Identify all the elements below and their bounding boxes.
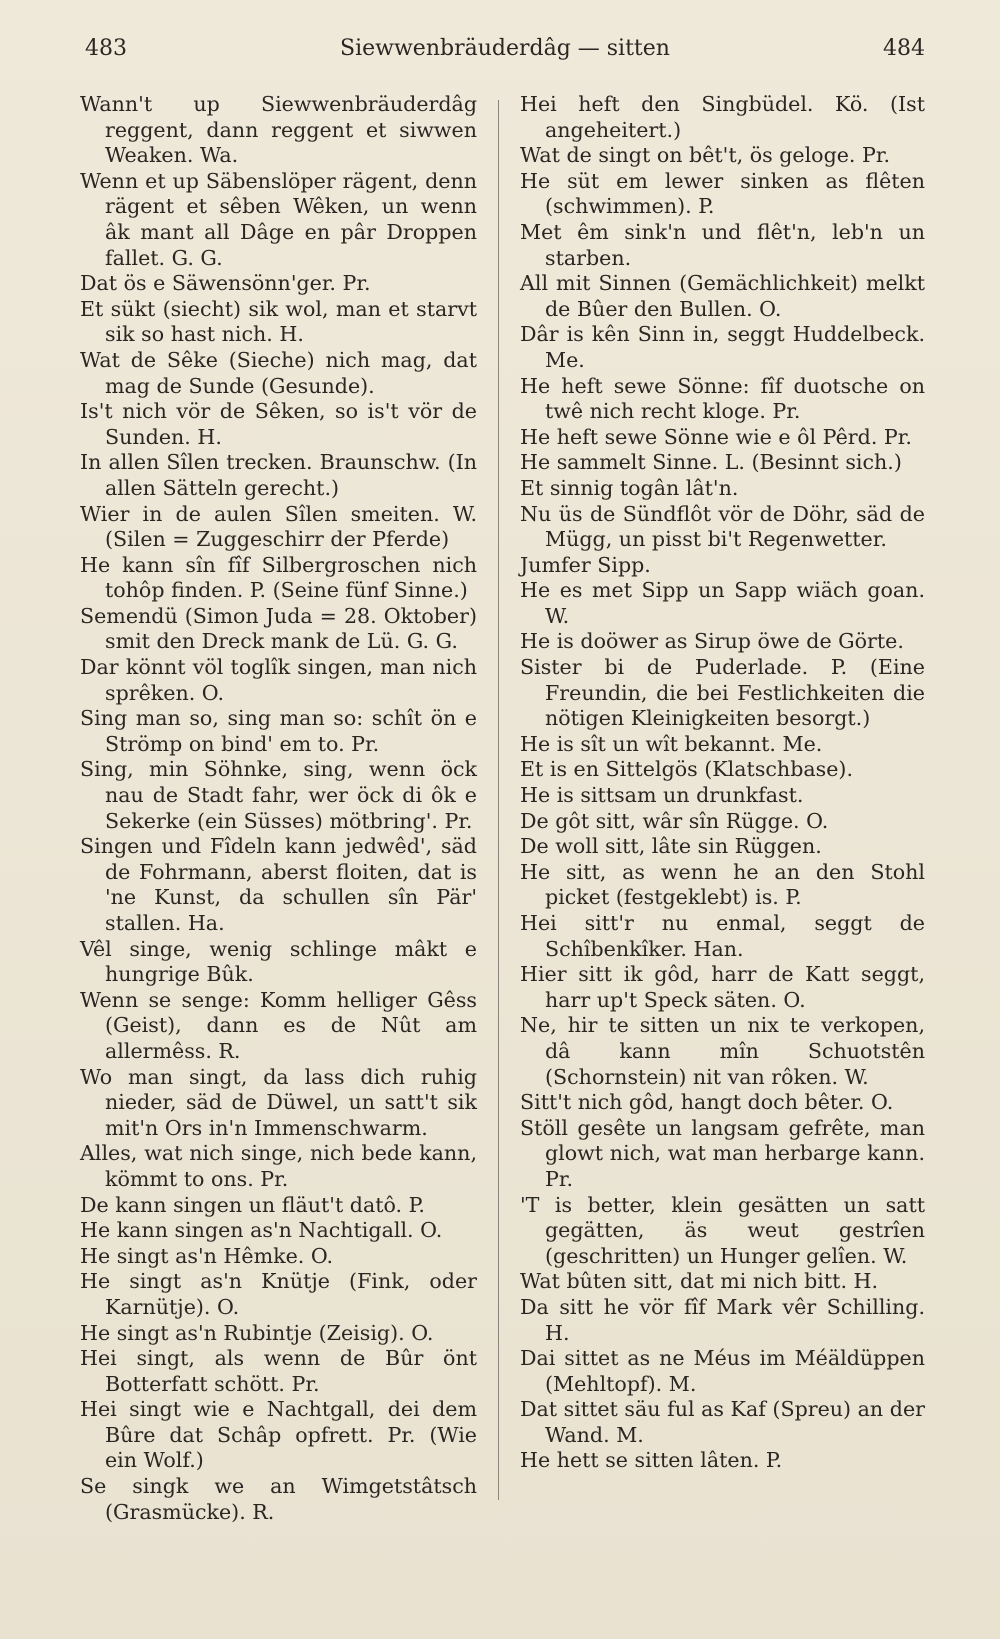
proverb-entry: Dat sittet säu ful as Kaf (Spreu) an der Wand. M. <box>520 1397 925 1447</box>
proverb-entry: Stöll gesête un langsam gefrête, man glowt nich, wat man herbarge kann. Pr. <box>520 1115 925 1191</box>
proverb-entry: Wenn se senge: Komm helliger Gêss (Geist), dann es de Nût am allermêss. R. <box>80 987 477 1063</box>
proverb-entry: Wo man singt, da lass dich ruhig nieder, säd de Düwel, un satt't sik mit'n Ors in'n Immenschwarm. <box>80 1064 477 1140</box>
column-divider <box>498 100 499 1500</box>
proverb-entry: He hett se sitten lâten. P. <box>520 1448 783 1473</box>
proverb-entry: He sitt, as wenn he an den Stohl picket (festgeklebt) is. P. <box>520 859 925 910</box>
proverb-entry: Hei heft den Singbüdel. Kö. (Ist angeheitert.) <box>520 92 925 142</box>
proverb-entry: De kann singen un fläut't datô. P. <box>80 1192 425 1217</box>
proverb-entry: He singt as'n Rubintje (Zeisig). O. <box>80 1320 434 1345</box>
proverb-entry: Sing man so, sing man so: schît ön e Strömp on bind' em to. Pr. <box>80 706 477 756</box>
proverb-entry: Singen und Fîdeln kann jedwêd', säd de Fohrmann, aberst floiten, dat is 'ne Kunst, da schullen sîn Pär' stallen. Ha. <box>80 834 477 935</box>
proverb-entry: In allen Sîlen trecken. Braunschw. (In allen Sätteln gerecht.) <box>80 450 477 500</box>
right-column <box>520 92 925 1474</box>
proverb-entry: Wenn et up Säbenslöper rägent, denn rägent et sêben Wêken, un wenn âk mant all Dâge en pâr Droppen fallet. G. G. <box>80 168 477 270</box>
proverb-entry: Jumfer Sipp. <box>520 552 651 577</box>
proverb-entry: He is doöwer as Sirup öwe de Görte. <box>520 629 904 654</box>
proverb-entry: Nu üs de Sündflôt vör de Döhr, säd de Mügg, un pisst bi't Regenwetter. <box>520 501 925 552</box>
proverb-entry: 'T is better, klein gesätten un satt gegätten, äs weut gestrîen (geschritten) un Hunger gelîen. W. <box>520 1192 925 1268</box>
proverb-entry: He heft sewe Sönne: fîf duotsche on twê nich recht kloge. Pr. <box>520 373 925 424</box>
proverb-entry: He singt as'n Hêmke. O. <box>80 1243 334 1268</box>
page-number-right: 484 <box>883 36 925 61</box>
proverb-entry: Sitt't nich gôd, hangt doch bêter. O. <box>520 1090 894 1115</box>
proverb-entry: Sing, min Söhnke, sing, wenn öck nau de Stadt fahr, wer öck di ôk e Sekerke (ein Süsses) mötbring'. Pr. <box>80 757 477 833</box>
proverb-entry: Wat de Sêke (Sieche) nich mag, dat mag de Sunde (Gesunde). <box>80 347 477 398</box>
proverb-entry: Semendü (Simon Juda = 28. Oktober) smit den Dreck mank de Lü. G. G. <box>80 603 477 654</box>
proverb-entry: He es met Sipp un Sapp wiäch goan. W. <box>520 578 925 628</box>
proverb-entry: De woll sitt, lâte sin Rüggen. <box>520 834 822 859</box>
left-column <box>80 92 477 1525</box>
proverb-entry: Dar könnt völ toglîk singen, man nich sprêken. O. <box>80 655 477 705</box>
proverb-entry: Sister bi de Puderlade. P. (Eine Freundin, die bei Festlichkeiten die nötigen Kleinigkeiten besorgt.) <box>520 655 925 731</box>
page-number-left: 483 <box>85 36 127 61</box>
proverb-entry: Hei singt, als wenn de Bûr önt Botterfatt schött. Pr. <box>80 1346 477 1396</box>
proverb-entry: Et sükt (siecht) sik wol, man et starvt sik so hast nich. H. <box>80 296 477 347</box>
proverb-entry: Se singk we an Wimgetstâtsch (Grasmücke). R. <box>80 1474 477 1524</box>
proverb-entry: Dâr is kên Sinn in, seggt Huddelbeck. Me. <box>520 322 925 372</box>
proverb-entry: All mit Sinnen (Gemächlichkeit) melkt de Bûer den Bullen. O. <box>520 271 925 321</box>
proverb-entry: Wier in de aulen Sîlen smeiten. W. (Silen = Zuggeschirr der Pferde) <box>80 501 477 552</box>
proverb-entry: He kann sîn fîf Silbergroschen nich tohôp finden. P. (Seine fünf Sinne.) <box>80 552 477 603</box>
proverb-entry: He is sittsam un drunkfast. <box>520 783 804 808</box>
proverb-entry: Alles, wat nich singe, nich bede kann, kömmt to ons. Pr. <box>80 1141 477 1191</box>
proverb-entry: Wat de singt on bêt't, ös geloge. Pr. <box>520 143 891 168</box>
proverb-entry: He is sît un wît bekannt. Me. <box>520 731 823 756</box>
proverb-entry: He süt em lewer sinken as flêten (schwimmen). P. <box>520 168 925 219</box>
proverb-entry: He kann singen as'n Nachtigall. O. <box>80 1218 443 1243</box>
page-header <box>85 36 925 70</box>
proverb-entry: He sammelt Sinne. L. (Besinnt sich.) <box>520 450 902 475</box>
proverb-entry: Da sitt he vör fîf Mark vêr Schilling. H. <box>520 1294 925 1345</box>
proverb-entry: Vêl singe, wenig schlinge mâkt e hungrige Bûk. <box>80 936 477 987</box>
proverb-entry: Et is en Sittelgös (Klatschbase). <box>520 757 853 782</box>
proverb-entry: Wat bûten sitt, dat mi nich bitt. H. <box>520 1269 879 1294</box>
proverb-entry: Met êm sink'n und flêt'n, leb'n un starben. <box>520 219 925 270</box>
proverb-entry: Hei sitt'r nu enmal, seggt de Schîbenkîker. Han. <box>520 911 925 961</box>
proverb-entry: Et sinnig togân lât'n. <box>520 475 739 500</box>
proverb-entry: He singt as'n Knütje (Fink, oder Karnütje). O. <box>80 1269 477 1319</box>
proverb-entry: De gôt sitt, wâr sîn Rügge. O. <box>520 808 829 833</box>
proverb-entry: Dai sittet as ne Méus im Méäldüppen (Mehltopf). M. <box>520 1346 925 1396</box>
proverb-entry: Wann't up Siewwenbräuderdâg reggent, dann reggent et siwwen Weaken. Wa. <box>80 92 477 168</box>
proverb-entry: Hier sitt ik gôd, harr de Katt seggt, harr up't Speck säten. O. <box>520 962 925 1012</box>
proverb-entry: Is't nich vör de Sêken, so is't vör de Sunden. H. <box>80 399 477 449</box>
running-title: Siewwenbräuderdâg — sitten <box>340 36 670 61</box>
proverb-entry: He heft sewe Sönne wie e ôl Pêrd. Pr. <box>520 424 912 449</box>
proverb-entry: Dat ös e Säwensönn'ger. Pr. <box>80 271 371 296</box>
proverb-entry: Hei singt wie e Nachtgall, dei dem Bûre dat Schâp opfrett. Pr. (Wie ein Wolf.) <box>80 1397 477 1473</box>
proverb-entry: Ne, hir te sitten un nix te verkopen, dâ kann mîn Schuotstên (Schornstein) nit van rôken. W. <box>520 1013 925 1089</box>
